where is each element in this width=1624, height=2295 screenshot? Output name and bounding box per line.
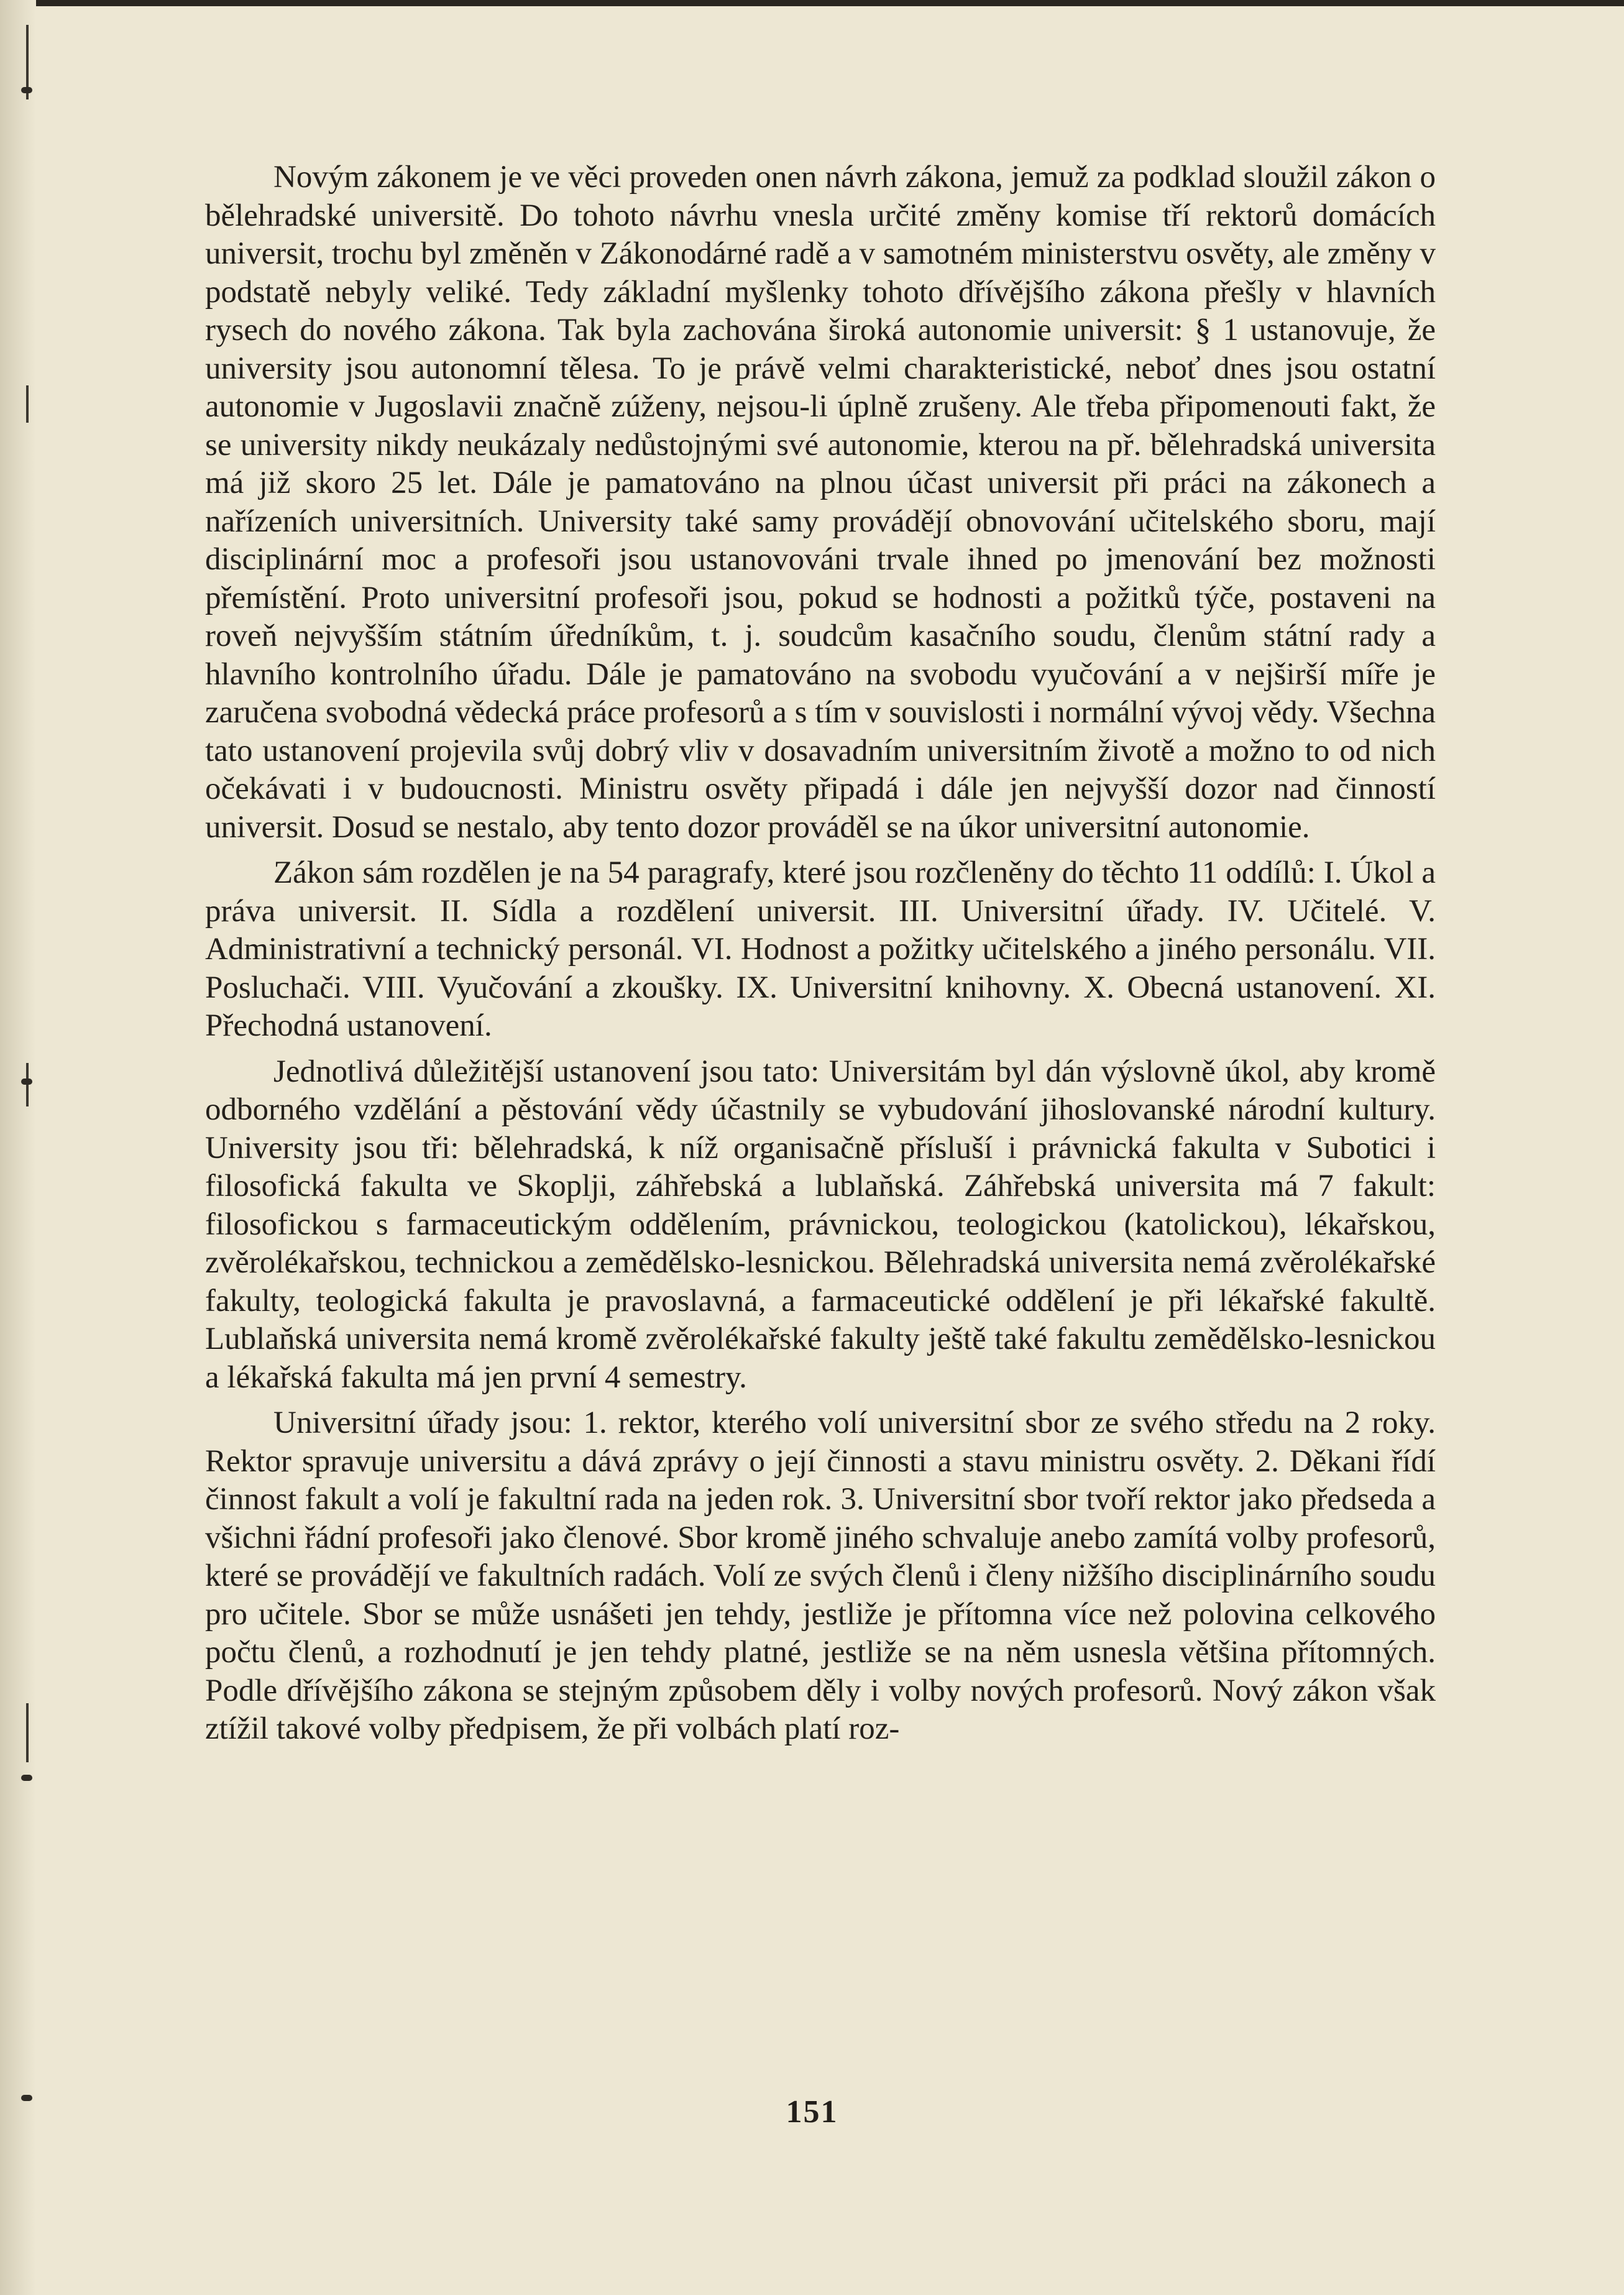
paragraph: Zákon sám rozdělen je na 54 paragrafy, které jsou rozčleněny do těchto 11 oddílů: I. Úkol a práva universit. II. Sídla a rozdělení universit. III. Universitní úřady. IV. Učitelé. V. Administrativní a technický personál. VI. Hodnost a požitky učitelského a jiného personálu. VII. Posluchači. VIII. Vyučování a zkoušky. IX. Universitní knihovny. X. Obecná ustanovení. XI. Přechodná ustanovení. [205,855,1436,1043]
binding-mark [21,87,32,93]
paragraph: Novým zákonem je ve věci proveden onen návrh zákona, jemuž za podklad sloužil zákon o bělehradské universitě. Do tohoto návrhu vnesla určité změny komise tří rektorů domácích universit, trochu byl změněn v Zákonodárné radě a v samotném ministerstvu osvěty, ale změny v podstatě nebyly veliké. Tedy základní myšlenky tohoto dřívějšího zákona přešly v hlavních rysech do nového zákona. Tak byla zachována široká autonomie universit: § 1 ustanovuje, že university jsou autonomní tělesa. To je právě velmi charakteristické, neboť dnes jsou ostatní autonomie v Jugoslavii značně zúženy, nejsou-li úplně zrušeny. Ale třeba připomenouti fakt, že se university nikdy neukázaly nedůstojnými své autonomie, kterou na př. bělehradská universita má již skoro 25 let. Dále je pamatováno na plnou účast universit při práci na zákonech a nařízeních universitních. University také samy provádějí obnovování učitelského sboru, mají disciplinární moc a profesoři jsou ustanovováni trvale ihned po jmenování bez možnosti přemístění. Proto universitní profesoři jsou, pokud se hodnosti a požitků týče, postaveni na roveň nejvyšším státním úředníkům, t. j. soudcům kasačního soudu, členům státní rady a hlavního kontrolního úřadu. Dále je pamatováno na svobodu vyučování a v nejširší míře je zaručena svobodná vědecká práce profesorů a s tím v souvislosti i normální vývoj vědy. Všechna tato ustanovení projevila svůj dobrý vliv v dosavadním universitním životě a možno to od nich očekávati i v budoucnosti. Ministru osvěty připadá i dále jen nejvyšší dozor nad činností universit. Dosud se nestalo, aby tento dozor prováděl se na úkor universitní autonomie. [205,160,1436,845]
body-text [205,159,1436,1756]
top-scan-edge [0,0,1624,6]
paragraph: Universitní úřady jsou: 1. rektor, kterého volí universitní sbor ze svého středu na 2 roky. Rektor spravuje universitu a dává zprávy o její činnosti a stavu ministru osvěty. 2. Děkani řídí činnost fakult a volí je fakultní rada na jeden rok. 3. Universitní sbor tvoří rektor jako předseda a všichni řádní profesoři jako členové. Sbor kromě jiného schvaluje anebo zamítá volby profesorů, které se provádějí ve fakultních radách. Volí ze svých členů i členy nižšího disciplinárního soudu pro učitele. Sbor se může usnášeti jen tehdy, jestliže je přítomna více než polovina celkového počtu členů, a rozhodnutí je jen tehdy platné, jestliže se na něm usnesla většina přítomných. Podle dřívějšího zákona se stejným způsobem děly i volby nových profesorů. Nový zákon však ztížil takové volby předpisem, že při volbách platí roz- [205,1405,1436,1746]
binding-line [26,1063,29,1106]
binding-line [26,385,29,423]
binding-edge [0,0,36,2295]
page-number: 151 [786,2094,838,2130]
binding-mark [21,1079,32,1085]
paragraph: Jednotlivá důležitější ustanovení jsou tato: Universitám byl dán výslovně úkol, aby kromě odborného vzdělání a pěstování vědy účastnily se vybudování jihoslovanské národní kultury. University jsou tři: bělehradská, k níž organisačně přísluší i právnická fakulta v Subotici i filosofická fakulta ve Skoplji, záhřebská a lublaňská. Záhřebská universita má 7 fakult: filosofickou s farmaceutickým oddělením, právnickou, teologickou (katolickou), lékařskou, zvěrolékařskou, technickou a zemědělsko-lesnickou. Bělehradská universita nemá zvěrolékařské fakulty, teologická fakulta je pravoslavná, a farmaceutické oddělení je při lékařské fakultě. Lublaňská universita nemá kromě zvěrolékařské fakulty ještě také fakultu zemědělsko-lesnickou a lékařská fakulta má jen první 4 semestry. [205,1054,1436,1395]
binding-mark [21,1775,32,1781]
binding-line [26,1703,29,1762]
